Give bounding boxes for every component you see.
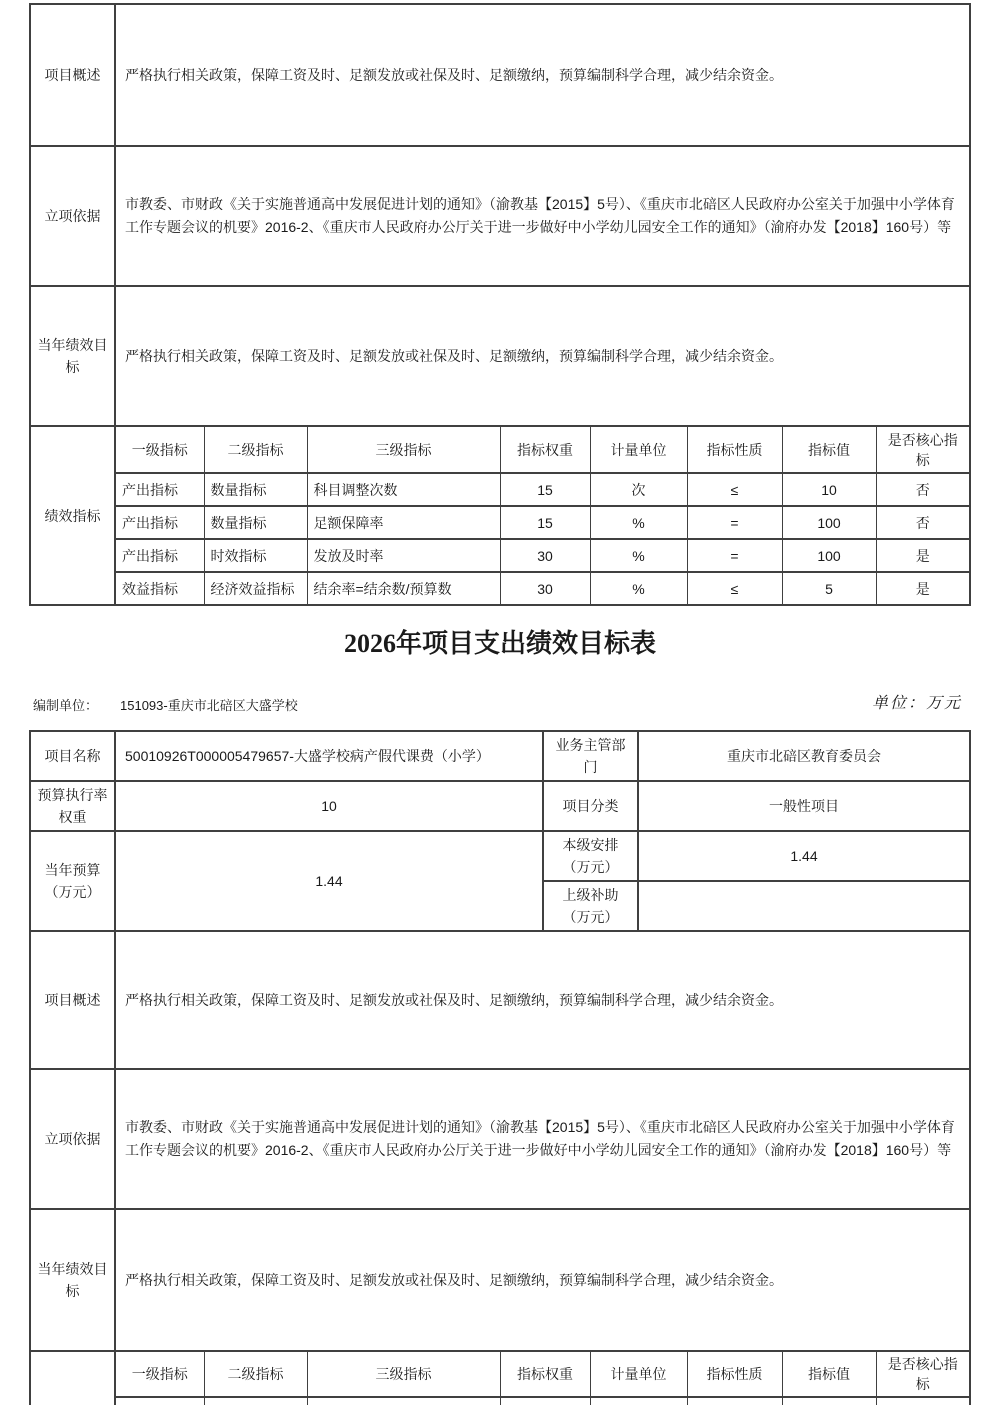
row-exec-weight <box>30 781 970 831</box>
header-level3: 三级指标 <box>307 1351 500 1397</box>
row-project-basis <box>30 1069 970 1209</box>
exec-weight-value: 10 <box>115 781 543 831</box>
indicator-cell: 10 <box>782 473 876 506</box>
header-level1: 一级指标 <box>115 426 204 473</box>
indicator-cell: 否 <box>876 473 970 506</box>
indicator-cell: 否 <box>876 506 970 539</box>
local-arrangement-value: 1.44 <box>638 831 970 881</box>
indicator-cell <box>782 1397 876 1405</box>
superior-subsidy-value <box>638 881 970 931</box>
indicator-cell <box>687 1397 782 1405</box>
indicator-cell: 发放及时率 <box>307 539 500 572</box>
unit-note: 单位：万元 <box>871 695 962 712</box>
indicators-label: 绩效指标 <box>30 426 115 605</box>
indicator-cell: = <box>687 539 782 572</box>
row-project-basis <box>30 146 970 286</box>
indicator-cell: ≤ <box>687 473 782 506</box>
project-overview-label: 项目概述 <box>30 4 115 146</box>
indicator-header-row <box>30 1351 970 1397</box>
budget-label: 当年预算（万元） <box>30 831 115 931</box>
header-nature: 指标性质 <box>687 1351 782 1397</box>
header-value: 指标值 <box>782 426 876 473</box>
local-arrangement-label: 本级安排（万元） <box>543 831 638 881</box>
indicators-label-cut <box>30 1351 115 1405</box>
indicator-row-cut <box>30 1397 970 1405</box>
indicator-cell: 是 <box>876 572 970 605</box>
prepared-by <box>33 697 298 715</box>
header-weight: 指标权重 <box>500 1351 590 1397</box>
indicator-cell <box>500 1397 590 1405</box>
project-overview-label: 项目概述 <box>30 931 115 1069</box>
indicator-cell: 科目调整次数 <box>307 473 500 506</box>
indicator-cell: % <box>590 572 687 605</box>
category-label: 项目分类 <box>543 781 638 831</box>
indicator-cell <box>204 1397 307 1405</box>
prepared-by-value: 151093-重庆市北碚区大盛学校 <box>120 698 298 713</box>
indicator-cell: 产出指标 <box>115 539 204 572</box>
indicator-row <box>30 506 970 539</box>
dept-value: 重庆市北碚区教育委员会 <box>638 731 970 781</box>
main-table <box>29 730 971 1405</box>
header-value: 指标值 <box>782 1351 876 1397</box>
header-core: 是否核心指标 <box>876 1351 970 1397</box>
indicator-cell: 100 <box>782 506 876 539</box>
annual-target-text: 严格执行相关政策，保障工资及时、足额发放或社保及时、足额缴纳，预算编制科学合理，减少结余资金。 <box>115 1209 970 1351</box>
indicator-cell: 产出指标 <box>115 506 204 539</box>
indicator-cell: 30 <box>500 572 590 605</box>
indicator-cell: 产出指标 <box>115 473 204 506</box>
superior-subsidy-label: 上级补助（万元） <box>543 881 638 931</box>
project-name-label: 项目名称 <box>30 731 115 781</box>
indicator-cell: 时效指标 <box>204 539 307 572</box>
indicator-cell: 5 <box>782 572 876 605</box>
prepared-by-label: 编制单位： <box>33 698 99 713</box>
indicator-cell: = <box>687 506 782 539</box>
indicator-cell: 100 <box>782 539 876 572</box>
indicator-cell <box>590 1397 687 1405</box>
indicator-cell: % <box>590 539 687 572</box>
header-level1: 一级指标 <box>115 1351 204 1397</box>
indicator-cell: 数量指标 <box>204 473 307 506</box>
indicator-row <box>30 572 970 605</box>
indicator-cell: 15 <box>500 473 590 506</box>
indicator-cell: 次 <box>590 473 687 506</box>
project-name-value: 50010926T000005479657-大盛学校病产假代课费（小学） <box>115 731 543 781</box>
exec-weight-label: 预算执行率权重 <box>30 781 115 831</box>
project-basis-text: 市教委、市财政《关于实施普通高中发展促进计划的通知》（渝教基【2015】5号）、《重庆市北碚区人民政府办公室关于加强中小学体育工作专题会议的机要》2016-2、《重庆市人民政府办公厅关于进一步做好中小学幼儿园安全工作的通知》（渝府办发【2018】160号）等 <box>115 1069 970 1209</box>
indicator-cell <box>115 1397 204 1405</box>
category-value: 一般性项目 <box>638 781 970 831</box>
indicator-cell: % <box>590 506 687 539</box>
page-title: 2026年项目支出绩效目标表 <box>343 629 656 658</box>
project-basis-text: 市教委、市财政《关于实施普通高中发展促进计划的通知》（渝教基【2015】5号）、《重庆市北碚区人民政府办公室关于加强中小学体育工作专题会议的机要》2016-2、《重庆市人民政府办公厅关于进一步做好中小学幼儿园安全工作的通知》（渝府办发【2018】160号）等 <box>115 146 970 286</box>
project-overview-text: 严格执行相关政策，保障工资及时、足额发放或社保及时、足额缴纳，预算编制科学合理，减少结余资金。 <box>115 931 970 1069</box>
table-fragment-top <box>29 3 971 606</box>
header-weight: 指标权重 <box>500 426 590 473</box>
project-basis-label: 立项依据 <box>30 146 115 286</box>
row-annual-budget <box>30 831 970 881</box>
budget-value: 1.44 <box>115 831 543 931</box>
indicator-cell <box>307 1397 500 1405</box>
dept-label: 业务主管部门 <box>543 731 638 781</box>
annual-target-label: 当年绩效目标 <box>30 1209 115 1351</box>
header-nature: 指标性质 <box>687 426 782 473</box>
annual-target-label: 当年绩效目标 <box>30 286 115 426</box>
project-overview-text: 严格执行相关政策，保障工资及时、足额发放或社保及时、足额缴纳，预算编制科学合理，减少结余资金。 <box>115 4 970 146</box>
header-core: 是否核心指标 <box>876 426 970 473</box>
indicator-cell <box>876 1397 970 1405</box>
row-project-name <box>30 731 970 781</box>
indicator-header-row <box>30 426 970 473</box>
row-project-overview <box>30 4 970 146</box>
header-unit: 计量单位 <box>590 1351 687 1397</box>
indicator-cell: 是 <box>876 539 970 572</box>
row-project-overview <box>30 931 970 1069</box>
indicator-cell: 效益指标 <box>115 572 204 605</box>
indicator-cell: 30 <box>500 539 590 572</box>
project-basis-label: 立项依据 <box>30 1069 115 1209</box>
indicator-cell: 经济效益指标 <box>204 572 307 605</box>
indicator-row <box>30 539 970 572</box>
indicator-cell: 15 <box>500 506 590 539</box>
header-level2: 二级指标 <box>204 426 307 473</box>
indicator-cell: ≤ <box>687 572 782 605</box>
header-level2: 二级指标 <box>204 1351 307 1397</box>
indicator-row <box>30 473 970 506</box>
indicator-cell: 足额保障率 <box>307 506 500 539</box>
indicator-cell: 数量指标 <box>204 506 307 539</box>
row-annual-target <box>30 1209 970 1351</box>
row-annual-target <box>30 286 970 426</box>
indicator-cell: 结余率=结余数/预算数 <box>307 572 500 605</box>
header-unit: 计量单位 <box>590 426 687 473</box>
header-level3: 三级指标 <box>307 426 500 473</box>
annual-target-text: 严格执行相关政策，保障工资及时、足额发放或社保及时、足额缴纳，预算编制科学合理，减少结余资金。 <box>115 286 970 426</box>
